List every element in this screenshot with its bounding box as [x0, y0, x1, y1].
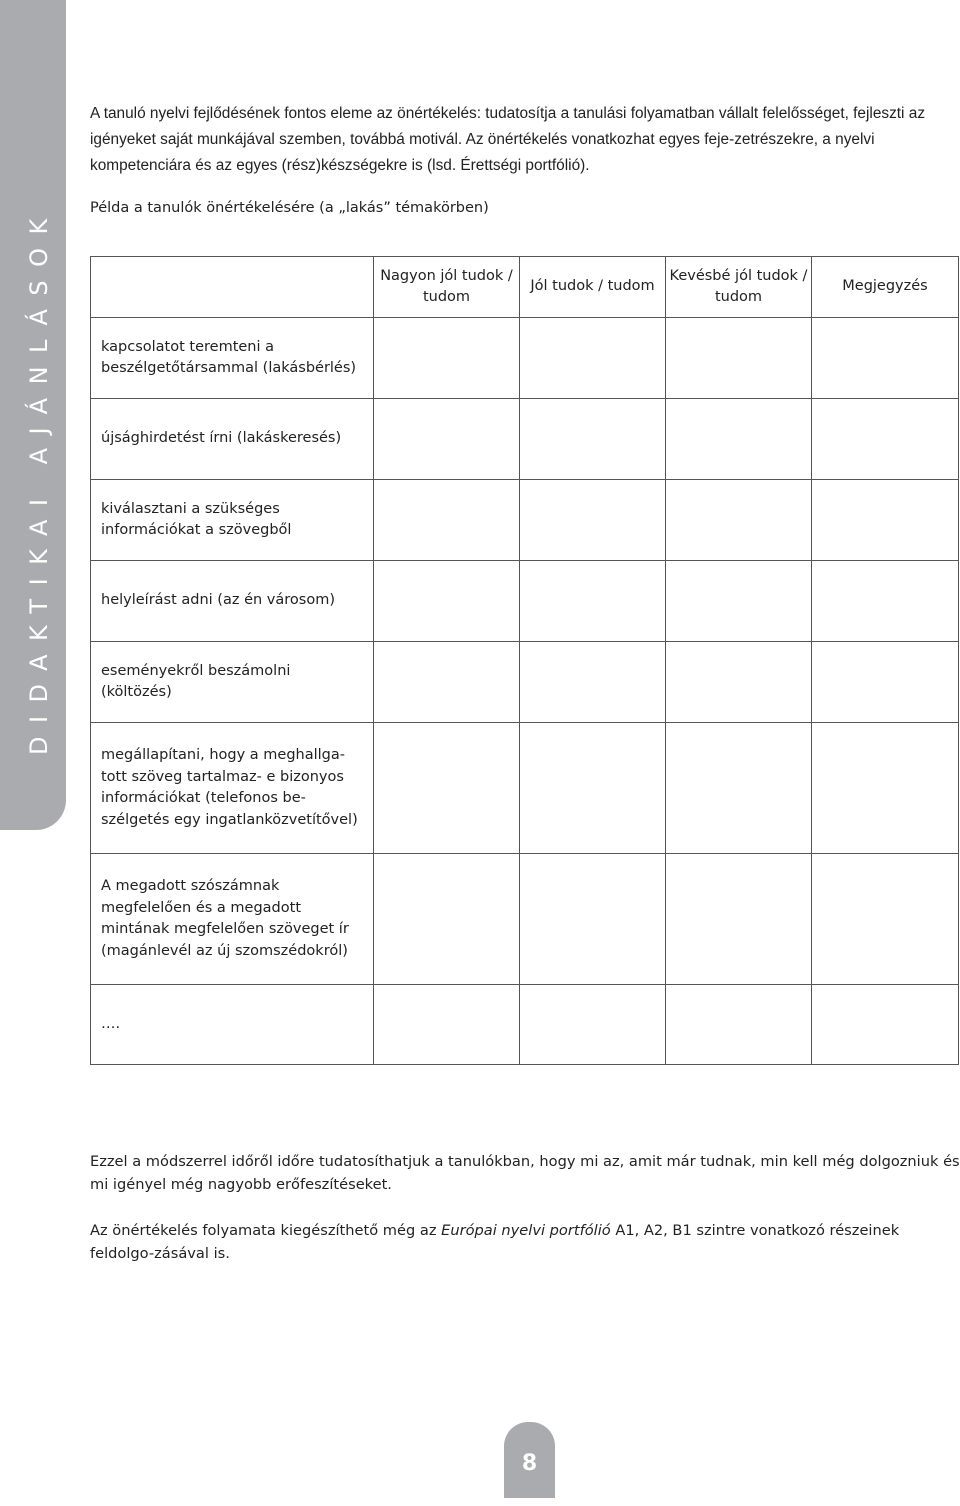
remarks-cell[interactable]: [812, 561, 959, 642]
rating-cell[interactable]: [374, 399, 520, 480]
rating-cell[interactable]: [666, 854, 812, 985]
skill-cell: eseményekről beszámolni (költözés): [91, 642, 374, 723]
header-remarks: Megjegyzés: [812, 257, 959, 318]
rating-cell[interactable]: [666, 985, 812, 1065]
closing-text-start: Az önértékelés folyamata kiegészíthető még az: [90, 1222, 442, 1239]
table-row: [91, 561, 959, 642]
remarks-cell[interactable]: [812, 985, 959, 1065]
table-row: [91, 318, 959, 399]
table-row: [91, 854, 959, 985]
rating-cell[interactable]: [520, 854, 666, 985]
table-row: [91, 723, 959, 854]
skill-cell: újsághirdetést írni (lakáskeresés): [91, 399, 374, 480]
rating-cell[interactable]: [666, 399, 812, 480]
header-skill: [91, 257, 374, 318]
header-very-well: Nagyon jól tudok / tudom: [374, 257, 520, 318]
skill-cell: kapcsolatot teremteni a beszélgetőtársammal (lakásbérlés): [91, 318, 374, 399]
header-less-well: Kevésbé jól tudok / tudom: [666, 257, 812, 318]
rating-cell[interactable]: [520, 318, 666, 399]
portfolio-title: Európai nyelvi portfólió: [441, 1222, 611, 1239]
rating-cell[interactable]: [520, 399, 666, 480]
rating-cell[interactable]: [666, 318, 812, 399]
skill-cell: ….: [91, 985, 374, 1065]
closing-paragraph-1: Ezzel a módszerrel időről időre tudatosíthatjuk a tanulókban, hogy mi az, amit már tudnak, min kell még dolgozniuk és mi igényel még nagyobb erőfeszítéseket.: [90, 1153, 960, 1193]
table-header-row: [91, 257, 959, 318]
header-well: Jól tudok / tudom: [520, 257, 666, 318]
remarks-cell[interactable]: [812, 723, 959, 854]
table-row: [91, 399, 959, 480]
skill-cell: kiválasztani a szükséges információkat a szövegből: [91, 480, 374, 561]
rating-cell[interactable]: [374, 318, 520, 399]
skill-cell: A megadott szószámnak megfelelően és a megadott mintának megfelelően szöveget ír (magánlevél az új szomszédokról): [91, 854, 374, 985]
sidebar-section-label: DIDAKTIKAI AJÁNLÁSOK: [25, 205, 53, 755]
remarks-cell[interactable]: [812, 399, 959, 480]
rating-cell[interactable]: [520, 480, 666, 561]
skill-cell: megállapítani, hogy a meghallga-tott szöveg tartalmaz- e bizonyos információkat (telefonos be-szélgetés egy ingatlanközvetítővel): [91, 723, 374, 854]
table-row: [91, 642, 959, 723]
rating-cell[interactable]: [374, 642, 520, 723]
example-title: Példa a tanulók önértékelésére (a „lakás” témakörben): [90, 200, 489, 216]
rating-cell[interactable]: [666, 480, 812, 561]
table-row: [91, 480, 959, 561]
rating-cell[interactable]: [520, 723, 666, 854]
self-assessment-table: [90, 256, 959, 1065]
rating-cell[interactable]: [520, 985, 666, 1065]
intro-paragraph: A tanuló nyelvi fejlődésének fontos eleme az önértékelés: tudatosítja a tanulási folyamatban vállalt felelősséget, fejleszti az igényeket saját munkájával szemben, továbbá motivál. Az önértékelés vonatkozhat egyes feje-zetrészekre, a nyelvi kompetenciára és az egyes (rész)készségekre is (lsd. Érettségi portfólió).: [90, 105, 926, 174]
rating-cell[interactable]: [374, 561, 520, 642]
rating-cell[interactable]: [520, 561, 666, 642]
closing-text-end: A1, A2, B1 szintre vonatkozó részeinek feldolgo-zásával is.: [90, 1222, 900, 1262]
page-number: 8: [521, 1451, 538, 1476]
rating-cell[interactable]: [666, 642, 812, 723]
rating-cell[interactable]: [374, 723, 520, 854]
table-row: [91, 985, 959, 1065]
closing-paragraph-2: [90, 1219, 960, 1265]
rating-cell[interactable]: [374, 854, 520, 985]
remarks-cell[interactable]: [812, 480, 959, 561]
remarks-cell[interactable]: [812, 642, 959, 723]
rating-cell[interactable]: [520, 642, 666, 723]
remarks-cell[interactable]: [812, 854, 959, 985]
remarks-cell[interactable]: [812, 318, 959, 399]
rating-cell[interactable]: [666, 561, 812, 642]
skill-cell: helyleírást adni (az én városom): [91, 561, 374, 642]
rating-cell[interactable]: [374, 985, 520, 1065]
rating-cell[interactable]: [666, 723, 812, 854]
rating-cell[interactable]: [374, 480, 520, 561]
page-number-tab: [504, 1422, 555, 1498]
